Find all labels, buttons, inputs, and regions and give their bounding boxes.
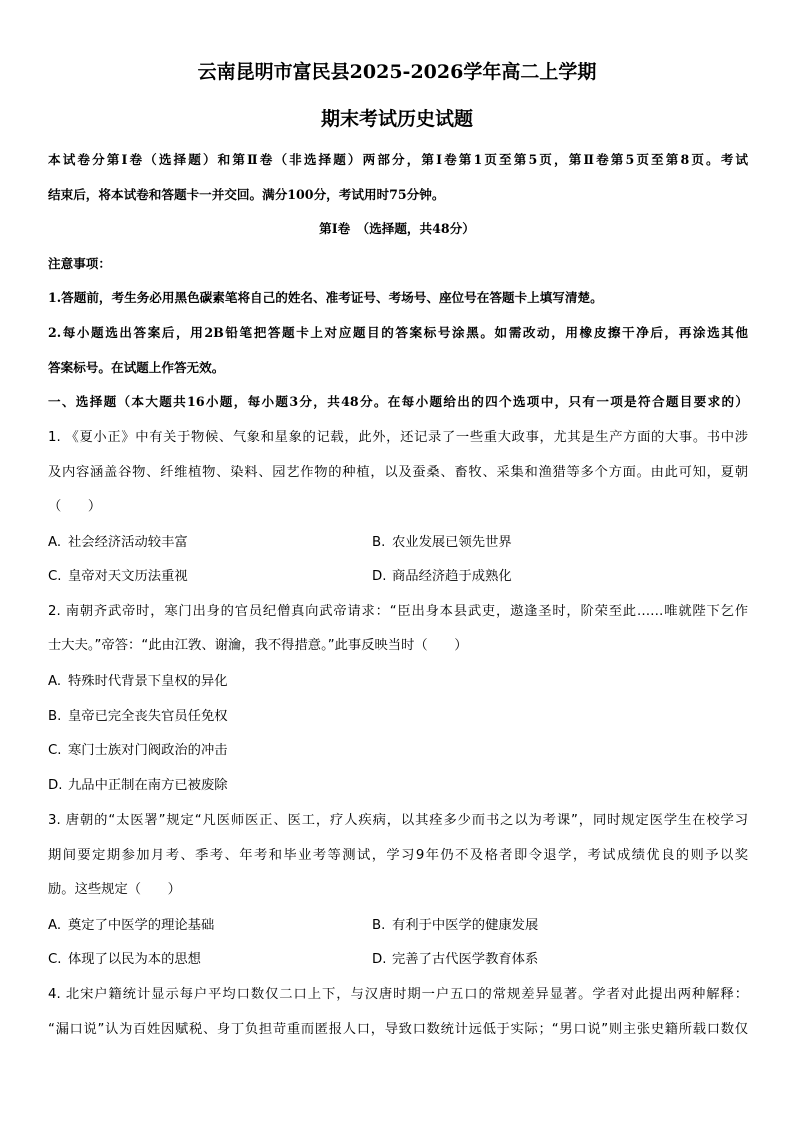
option-letter: D. — [372, 952, 387, 967]
option-letter: A. — [48, 535, 62, 550]
option-text: 有利于中医学的健康发展 — [392, 918, 539, 933]
option-text: 寒门士族对门阀政治的冲击 — [68, 743, 228, 758]
option-letter: C. — [48, 952, 62, 967]
option-text: 皇帝对天文历法重视 — [68, 569, 188, 584]
notice-item-2-line-1: 2.每小题选出答案后，用2B铅笔把答题卡上对应题目的答案标号涂黑。如需改动，用橡皮擦干净后，再涂选其他 — [48, 325, 748, 340]
option-d — [372, 950, 538, 970]
option-text: 社会经济活动较丰富 — [68, 535, 188, 550]
option-letter: A. — [48, 918, 62, 933]
option-letter: B. — [372, 535, 386, 550]
option-letter: D. — [372, 569, 387, 584]
intro-line-1: 本试卷分第Ⅰ卷（选择题）和第Ⅱ卷（非选择题）两部分，第Ⅰ卷第1页至第5页，第Ⅱ卷第5页至第8页。考试 — [48, 152, 748, 167]
option-c — [48, 950, 201, 970]
question-stem-line: 3. 唐朝的“太医署”规定“凡医师医正、医工，疗人疾病，以其痊多少而书之以为考课”，同时规定医学生在校学习 — [48, 813, 748, 828]
notice-item-2-line-2: 答案标号。在试题上作答无效。 — [48, 360, 225, 375]
question-stem-line: 4. 北宋户籍统计显示每户平均口数仅二口上下，与汉唐时期一户五口的常规差异显著。学者对此提出两种解释： — [48, 987, 748, 1002]
question-stem-line: 1. 《夏小正》中有关于物候、气象和星象的记载，此外，还记录了一些重大政事，尤其是生产方面的大事。书中涉 — [48, 430, 748, 445]
question-stem-line: 励。这些规定（ ） — [48, 882, 181, 897]
question-stem-line: 士大夫。”帝答：“此由江敩、谢瀹，我不得措意。”此事反映当时（ ） — [48, 638, 468, 653]
notice-item-1: 1.答题前，考生务必用黑色碳素笔将自己的姓名、准考证号、考场号、座位号在答题卡上填写清楚。 — [48, 290, 603, 305]
option-a — [48, 533, 188, 553]
option-d — [48, 776, 228, 796]
exam-title-line2: 期末考试历史试题 — [320, 108, 473, 130]
option-c — [48, 567, 188, 587]
question-stem-line: 期间要定期参加月考、季考、年考和毕业考等测试，学习9年仍不及格者即令退学，考试成绩优良的则予以奖 — [48, 848, 748, 863]
option-b — [372, 533, 512, 553]
option-text: 体现了以民为本的思想 — [68, 952, 201, 967]
option-letter: C. — [48, 569, 62, 584]
option-text: 商品经济趋于成熟化 — [392, 569, 512, 584]
question-stem-line: 2. 南朝齐武帝时，寒门出身的官员纪僧真向武帝请求：“臣出身本县武吏，遨逢圣时，阶荣至此……唯就陛下乞作 — [48, 604, 748, 619]
intro-line-2: 结束后，将本试卷和答题卡一并交回。满分100分，考试用时75分钟。 — [48, 187, 445, 202]
option-text: 特殊时代背景下皇权的异化 — [68, 674, 228, 689]
option-b — [48, 707, 228, 727]
option-letter: C. — [48, 743, 62, 758]
option-text: 农业发展已领先世界 — [392, 535, 512, 550]
option-a — [48, 672, 228, 692]
question-stem-line: “漏口说”认为百姓因赋税、身丁负担苛重而匿报人口，导致口数统计远低于实际；“男口说”则主张史籍所载口数仅 — [48, 1022, 748, 1037]
option-text: 皇帝已完全丧失官员任免权 — [68, 709, 228, 724]
option-a — [48, 916, 214, 936]
answer-blank: （ ） — [48, 499, 102, 514]
option-letter: B. — [372, 918, 386, 933]
part-one-heading: 一、选择题（本大题共16小题，每小题3分，共48分。在每小题给出的四个选项中，只有一项是符合题目要求的） — [48, 394, 748, 409]
option-text: 奠定了中医学的理论基础 — [68, 918, 215, 933]
option-letter: D. — [48, 778, 63, 793]
option-letter: B. — [48, 709, 62, 724]
section-heading: 第Ⅰ卷 （选择题，共48分） — [319, 221, 475, 236]
option-text: 九品中正制在南方已被废除 — [68, 778, 228, 793]
notice-heading: 注意事项： — [48, 256, 111, 271]
option-text: 完善了古代医学教育体系 — [392, 952, 539, 967]
option-letter: A. — [48, 674, 62, 689]
exam-title-line1: 云南昆明市富民县2025-2026学年高二上学期 — [197, 61, 597, 83]
question-stem-line: 及内容涵盖谷物、纤维植物、染料、园艺作物的种植，以及蚕桑、畜牧、采集和渔猎等多个方面。由此可知，夏朝 — [48, 465, 748, 480]
option-c — [48, 741, 228, 761]
option-b — [372, 916, 538, 936]
option-d — [372, 567, 512, 587]
